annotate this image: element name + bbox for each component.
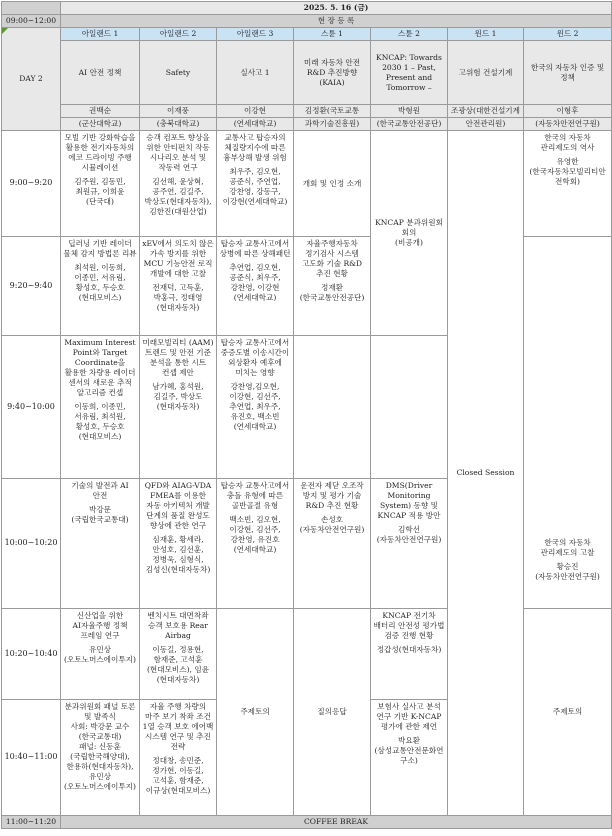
talk-authors: (비공개) bbox=[395, 238, 423, 248]
talk-title: 미래모빌리티 (AAM) 트렌드 및 안전 기준 분석을 통한 시트 컨셉 제안 bbox=[142, 338, 214, 378]
time-slot: 9:40~10:00 bbox=[2, 336, 61, 479]
talk-title: 탑승자 교통사고에서 중증도별 이송시간이 외상환자 예후에 미치는 영향 bbox=[220, 338, 290, 378]
talk-org: (연세대학교) bbox=[233, 545, 277, 555]
talk-title: 주제토의 bbox=[240, 707, 270, 717]
talk-cell bbox=[140, 700, 217, 816]
talk-authors: 유민상 bbox=[88, 645, 111, 655]
time-slot: 10:00~10:20 bbox=[2, 479, 61, 609]
talk-title: 탑승자 교통사고에서 충돌 유형에 따른 골반골절 유형 bbox=[220, 481, 290, 511]
room-label: 스튠 1 bbox=[294, 28, 371, 41]
talk-title: 승객 컴포트 향상을 위한 안티펀치 작동 시나리오 분석 및 작동력 연구 bbox=[146, 133, 210, 173]
talk-title: 주제토의 bbox=[552, 707, 583, 717]
talk-cell bbox=[294, 609, 371, 816]
talk-title: 딥러닝 기반 레이더 물체 감지 방법론 리뷰 bbox=[63, 239, 137, 259]
talk-org: (현대자동차) bbox=[156, 303, 200, 313]
talk-cell bbox=[140, 336, 217, 479]
talk-title: Maximum Interest Point와 Target Coordinate을 활용한 차량용 레이더 센서의 새로운 추적 알고리즘 컨셉 bbox=[64, 338, 136, 398]
program-table bbox=[1, 1, 612, 829]
talk-authors: 정대창, 송민준, 정가현, 이동길, 고석훈, 함재준, bbox=[152, 756, 204, 786]
talk-org: (현대모비스) bbox=[78, 293, 122, 303]
talk-cell bbox=[61, 609, 140, 700]
talk-cell bbox=[294, 237, 371, 336]
talk-cell bbox=[140, 237, 217, 336]
room-label: 윈드 1 bbox=[448, 28, 524, 41]
session-topic: AI 안전 정책 bbox=[61, 41, 140, 105]
talk-authors: 유영한 bbox=[556, 157, 579, 167]
talk-cell bbox=[524, 131, 612, 237]
talk-org: 김성신(현대자동차) bbox=[145, 565, 211, 575]
talk-cell bbox=[294, 479, 371, 609]
talk-org: 김한진(대원산업) bbox=[149, 207, 207, 217]
talk-authors: 김학선 bbox=[397, 525, 420, 535]
talk-cell bbox=[371, 131, 448, 336]
talk-cell bbox=[140, 131, 217, 237]
talk-org: (단국대) bbox=[86, 197, 114, 207]
talk-authors: 이동길, 정용현, 함재준, 고석훈 bbox=[152, 645, 204, 665]
talk-authors: 심재훈, 황세라, 안성호, 김선훈, 정병욱, 심형식, bbox=[152, 535, 204, 565]
talk-cell bbox=[140, 479, 217, 609]
talk-cell bbox=[61, 131, 140, 237]
talk-authors: 최우주, 김오현, 공준식, 주연업, 강찬영, 강동구, bbox=[229, 167, 281, 197]
session-chair: 이형후 bbox=[524, 105, 612, 118]
talk-title: 신산업을 위한 AI자율주행 정책 프레임 연구 bbox=[72, 611, 128, 641]
talk-title: 모빌 기반 강화학습을 활용한 전기자동차의 에코 드라이빙 주행 시뮬레이션 bbox=[64, 133, 136, 173]
talk-cell bbox=[524, 237, 612, 609]
talk-authors: 전재덕, 고득훈, 박홍극, 정태영 bbox=[152, 283, 204, 303]
time-slot: 10:20~10:40 bbox=[2, 609, 61, 700]
talk-authors: 손성호 bbox=[320, 515, 343, 525]
talk-cell bbox=[217, 609, 294, 816]
time-slot: 9:20~9:40 bbox=[2, 237, 61, 336]
talk-title: 분과위원회 패널 토론 및 발족식 bbox=[64, 702, 136, 722]
talk-title: 한국의 자동차 관리제도의 고찰 bbox=[540, 538, 595, 558]
talk-cell bbox=[371, 479, 448, 609]
talk-title: 교통사고 탑승자의 체질량지수에 따른 흉부상해 발생 위험 bbox=[223, 133, 287, 163]
talk-cell bbox=[294, 336, 371, 479]
talk-authors: 사회: 박강문 교수(한국교통대) bbox=[70, 722, 130, 742]
session-topic: Safety bbox=[140, 41, 217, 105]
session-chair: 조광상(대한건설기계 bbox=[448, 105, 524, 118]
talk-org: (한국교통안전공단) bbox=[299, 293, 365, 303]
talk-title: 한국의 자동차 관리제도의 역사 bbox=[540, 133, 595, 153]
session-topic: 실사고 1 bbox=[217, 41, 294, 105]
registration-label: 현 장 등 록 bbox=[61, 15, 612, 28]
talk-org: (연세대학교) bbox=[233, 293, 277, 303]
talk-title: 기술의 발전과 AI 안전 bbox=[71, 481, 129, 501]
talk-org: (국립한국교통대) bbox=[71, 515, 129, 525]
talk-org: 이규상(현대모비스) bbox=[145, 786, 211, 796]
talk-org: (한국자동차모빌리티안전학회) bbox=[529, 167, 606, 187]
session-chair: 김정환(국토교통 bbox=[294, 105, 371, 118]
talk-authors: 백소빈, 김오현, 이강현, 김선주, 강찬영, 유진호 bbox=[229, 515, 281, 545]
session-topic: 고위험 건설기계 bbox=[448, 41, 524, 105]
day-label: DAY 2 bbox=[2, 28, 61, 131]
chair-affiliation: (자동차안전연구원) bbox=[524, 118, 612, 131]
talk-authors: 정갑성(현대자동차) bbox=[376, 645, 442, 655]
talk-authors: 김주원, 김동민, 최원규, 이희윤 bbox=[74, 177, 126, 197]
room-label: 아일랜드 3 bbox=[217, 28, 294, 41]
talk-org: (자동차안전연구원) bbox=[535, 572, 600, 582]
talk-authors: 박강문 bbox=[88, 505, 111, 515]
chair-affiliation: (연세대학교) bbox=[217, 118, 294, 131]
talk-cell bbox=[371, 700, 448, 816]
talk-authors: 최석원, 이동희, 이종민, 서유림, 황성호, 두승호 bbox=[74, 263, 126, 293]
registration-time: 09:00~12:00 bbox=[2, 15, 61, 28]
talk-title: Closed Session bbox=[456, 468, 515, 478]
talk-cell bbox=[217, 336, 294, 479]
time-slot: 9:00~9:20 bbox=[2, 131, 61, 237]
talk-org: (오토노머스에이투지) bbox=[64, 655, 136, 665]
room-label: 스튠 2 bbox=[371, 28, 448, 41]
talk-cell bbox=[294, 131, 371, 237]
room-label: 윈드 2 bbox=[524, 28, 612, 41]
talk-cell bbox=[217, 131, 294, 237]
break-time: 11:00~11:20 bbox=[2, 816, 61, 829]
talk-title: QFD와 AIAG-VDA FMEA를 이용한 자동 아키텍처 개발 단계의 품질 완성도 향상에 관한 연구 bbox=[144, 481, 212, 531]
talk-org: (자동차안전연구원) bbox=[376, 535, 442, 545]
talk-org: (현대모비스), 임윤(현대자동차) bbox=[146, 665, 210, 685]
chair-affiliation: (군산대학교) bbox=[61, 118, 140, 131]
talk-authors: 강찬영,김오현, 이강현, 김선주, 추연업, 최우주, 유진호, 백소빈 bbox=[229, 382, 281, 422]
talk-cell bbox=[524, 609, 612, 816]
talk-cell bbox=[217, 479, 294, 609]
chair-affiliation: (한국교통안전공단) bbox=[371, 118, 448, 131]
talk-title: 탑승자 교통사고에서 상병에 따른 상해패턴 bbox=[219, 239, 291, 259]
talk-org: (자동차안전연구원) bbox=[299, 525, 365, 535]
talk-cell bbox=[371, 609, 448, 700]
room-label: 아일랜드 1 bbox=[61, 28, 140, 41]
chair-affiliation: 과학기술진흥원) bbox=[294, 118, 371, 131]
talk-cell bbox=[61, 237, 140, 336]
talk-authors: 남가혜, 홍석원, 김길주, 박상도 bbox=[152, 382, 204, 402]
talk-org: (현대자동차) bbox=[156, 402, 200, 412]
talk-org: 패널: 신동훈(국립한국해양대), 한용하(현대자동차), 유민상(오토노머스에이투지) bbox=[64, 742, 136, 792]
session-date: 2025. 5. 16 (금) bbox=[61, 2, 612, 15]
talk-title: 보험사 실사고 분석 연구 기반 K-NCAP 평가에 관한 제언 bbox=[376, 702, 442, 732]
talk-cell bbox=[140, 609, 217, 700]
talk-title: 개회 및 인정 소개 bbox=[302, 178, 362, 188]
talk-title: 벤치시트 대면착좌 승객 보호용 Rear Airbag bbox=[147, 611, 209, 641]
talk-cell bbox=[61, 700, 140, 816]
talk-title: KNCAP 전기차 배터리 안전성 평가법 검증 진행 현황 bbox=[373, 611, 445, 641]
talk-org: 이강현(연세대학교) bbox=[222, 197, 288, 207]
talk-title: DMS(Driver Monitoring System) 동향 및 KNCAP 적용 방안 bbox=[377, 481, 441, 521]
chair-affiliation: 안전관리원) bbox=[448, 118, 524, 131]
talk-cell bbox=[217, 237, 294, 336]
talk-title: 자율 주행 차량의 마주 보기 착좌 조건 1열 승객 보호 에어백 시스템 연구 및 추진 전략 bbox=[142, 702, 214, 752]
talk-org: (연세대학교) bbox=[233, 422, 277, 432]
break-label: COFFEE BREAK bbox=[61, 816, 612, 829]
time-slot: 10:40~11:00 bbox=[2, 700, 61, 816]
talk-cell bbox=[61, 479, 140, 609]
session-topic: 한국의 자동차 인증 및 정책 bbox=[524, 41, 612, 105]
talk-authors: 이동희, 이종민, 서유림, 최석원, 황성호, 두승호 bbox=[74, 402, 126, 432]
talk-title: 질의응답 bbox=[317, 707, 347, 717]
talk-authors: 추연업, 김오현, 공준식, 최우주, 강찬영, 이강현 bbox=[229, 263, 281, 293]
talk-authors: 황승진 bbox=[556, 562, 579, 572]
session-chair: 이강현 bbox=[217, 105, 294, 118]
talk-authors: 정재환 bbox=[320, 283, 343, 293]
room-label: 아일랜드 2 bbox=[140, 28, 217, 41]
session-chair: 이재풍 bbox=[140, 105, 217, 118]
session-topic: 미래 자동차 안전 R&D 추진방향(KAIA) bbox=[294, 41, 371, 105]
talk-title: xEV에서 의도치 않은 가속 방지를 위한 MCU 기능안전 로직 개발에 대한 고찰 bbox=[142, 239, 214, 279]
chair-affiliation: (충북대학교) bbox=[140, 118, 217, 131]
closed-session-cell bbox=[448, 131, 524, 816]
talk-org: (현대모비스) bbox=[78, 432, 122, 442]
session-chair: 박형원 bbox=[371, 105, 448, 118]
session-topic: KNCAP: Towards 2030 1 – Past, Present and Tomorrow – bbox=[371, 41, 448, 105]
talk-authors: 박요환(삼성교통안전문화연구소) bbox=[374, 736, 444, 766]
talk-title: KNCAP 분과위원회 회의 bbox=[375, 218, 443, 238]
talk-title: 운전자 제닫 오조작 방지 및 평가 기술 R&D 추진 현황 bbox=[300, 481, 364, 511]
talk-authors: 김선해, 윤상혁, 공주연, 김길주, 박상도(현대자동차), bbox=[144, 177, 212, 207]
talk-cell bbox=[61, 336, 140, 479]
talk-title: 자율주행자동차 정기검사 시스템 고도화 기술 R&D 추진 현황 bbox=[301, 239, 363, 279]
session-chair: 권백순 bbox=[61, 105, 140, 118]
